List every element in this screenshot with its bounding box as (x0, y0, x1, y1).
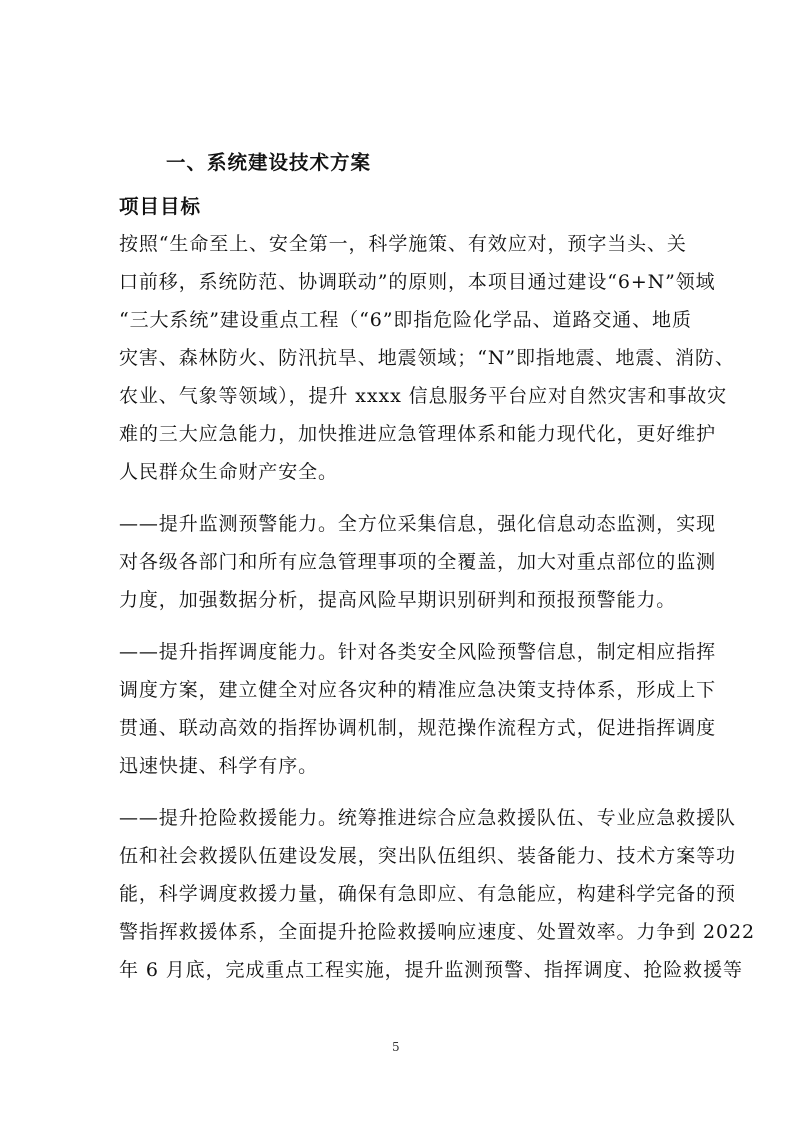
subsection-heading: 项目目标 (119, 195, 202, 218)
body-line: 按照“生命至上、安全第一，科学施策、有效应对，预字当头、关 (119, 233, 687, 255)
body-line: 迅速快捷、科学有序。 (119, 755, 319, 777)
section-heading: 一、系统建设技术方案 (166, 151, 372, 174)
body-line: 年 6 月底，完成重点工程实施，提升监测预警、指挥调度、抢险救援等 (119, 959, 743, 981)
page-number: 5 (392, 1040, 400, 1054)
body-line: ——提升监测预警能力。全方位采集信息，强化信息动态监测，实现 (119, 513, 717, 535)
body-line: ——提升指挥调度能力。针对各类安全风险预警信息，制定相应指挥 (119, 641, 717, 663)
body-line: ——提升抢险救援能力。统筹推进综合应急救援队伍、专业应急救援队 (119, 807, 736, 829)
body-line: 灾害、森林防火、防汛抗旱、地震领域；“N”即指地震、地震、消防、 (119, 347, 735, 369)
body-line: 调度方案，建立健全对应各灾种的精准应急决策支持体系，形成上下 (119, 679, 717, 701)
body-line: 人民群众生命财产安全。 (119, 461, 338, 483)
body-line: 难的三大应急能力，加快推进应急管理体系和能力现代化，更好维护 (119, 423, 717, 445)
body-line: “三大系统”建设重点工程（“6”即指危险化学品、道路交通、地质 (119, 309, 692, 331)
body-line: 伍和社会救援队伍建设发展，突出队伍组织、装备能力、技术方案等功 (119, 845, 736, 867)
body-line: 对各级各部门和所有应急管理事项的全覆盖，加大对重点部位的监测 (119, 551, 717, 573)
body-line: 警指挥救援体系，全面提升抢险救援响应速度、处置效率。力争到 2022 (119, 921, 755, 943)
body-line: 力度，加强数据分析，提高风险早期识别研判和预报预警能力。 (119, 589, 677, 611)
body-line: 口前移，系统防范、协调联动”的原则，本项目通过建设“6+N”领域 (119, 271, 716, 293)
body-line: 能，科学调度救援力量，确保有急即应、有急能应，构建科学完备的预 (119, 883, 736, 905)
body-line: 贯通、联动高效的指挥协调机制，规范操作流程方式，促进指挥调度 (119, 717, 717, 739)
body-line: 农业、气象等领域），提升 xxxx 信息服务平台应对自然灾害和事故灾 (119, 385, 728, 407)
